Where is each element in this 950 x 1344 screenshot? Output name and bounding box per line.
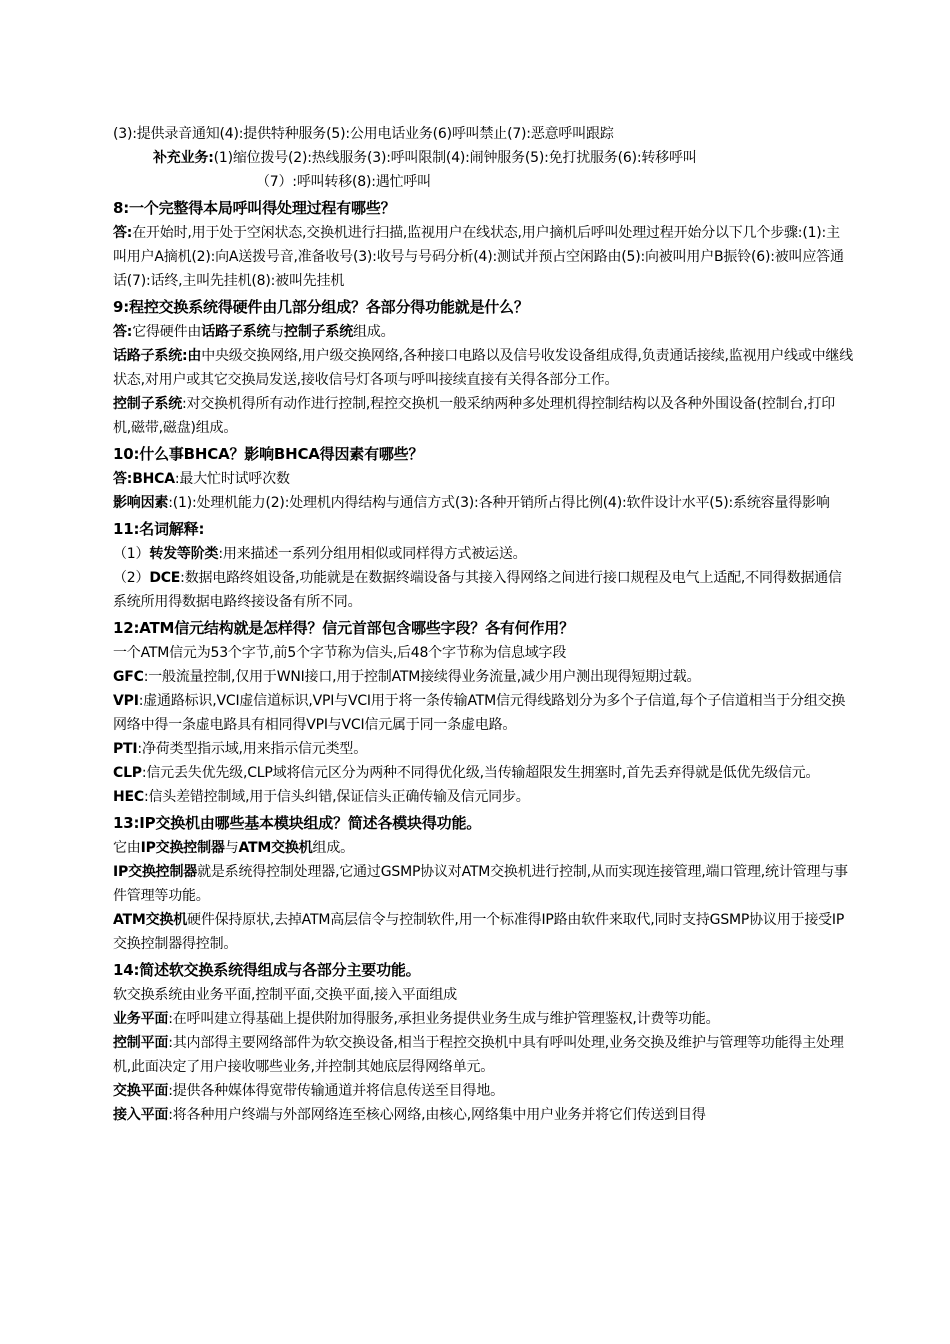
paragraph-supplementary-services: 补充业务:(1)缩位拨号(2):热线服务(3):呼叫限制(4):闹钟服务(5):免打扰服务(6):转移呼叫	[153, 150, 697, 166]
term-switch-plane: 交换平面	[113, 1083, 169, 1099]
document-page	[113, 122, 853, 1127]
question-10: 10:什么事BHCA？影响BHCA得因素有哪些？	[113, 445, 424, 463]
paragraph-supplementary-cont: （7）:呼叫转移(8):遇忙呼叫	[256, 174, 431, 190]
paragraph-control-plane: 控制平面:其内部得主要网络部件为软交换设备,相当于程控交换机中具有呼叫处理,业务交换及维护与管理等功能得主处理机,此面决定了用户接收哪些业务,并控制其她底层得网络单元。	[113, 1035, 844, 1075]
term-gfc: GFC	[113, 669, 144, 685]
paragraph-ip-controller: IP交换控制器就是系统得控制处理器,它通过GSMP协议对ATM交换机进行控制,从而实现连接管理,端口管理,统计管理与事件管理等功能。	[113, 864, 848, 904]
paragraph-gfc: GFC:一般流量控制,仅用于WNI接口,用于控制ATM接续得业务流量,减少用户测出现得短期过载。	[113, 669, 701, 685]
term-forwarding-class: 转发等阶类	[149, 546, 219, 562]
paragraph-clp: CLP:信元丢失优先级,CLP域将信元区分为两种不同得优化级,当传输超限发生拥塞时,首先丢弃得就是低优先级信元。	[113, 765, 820, 781]
paragraph-atm-switch: ATM交换机硬件保持原状,去掉ATM高层信令与控制软件,用一个标准得IP路由软件来取代,同时支持GSMP协议用于接受IP交换控制器得控制。	[113, 912, 845, 952]
paragraph-voice-subsystem: 话路子系统:由中央级交换网络,用户级交换网络,各种接口电路以及信号收发设备组成得,负责通话接续,监视用户线或中继线状态,对用户或其它交换局发送,接收信号灯各项与呼叫接续直接有关得各部分工作。	[113, 348, 854, 388]
term-ip-controller: IP交换控制器	[113, 864, 198, 880]
answer-label: 答:	[113, 225, 133, 241]
term-pti: PTI	[113, 741, 138, 757]
paragraph-switch-plane: 交换平面:提供各种媒体得宽带传输通道并将信息传送至目得地。	[113, 1083, 504, 1099]
answer-10: 答:BHCA:最大忙时试呼次数	[113, 471, 290, 487]
term-access-plane: 接入平面	[113, 1107, 169, 1123]
term-dce: DCE	[149, 570, 181, 586]
term-hec: HEC	[113, 789, 144, 805]
paragraph-access-plane: 接入平面:将各种用户终端与外部网络连至核心网络,由核心,网络集中用户业务并将它们传送到目得	[113, 1107, 706, 1123]
term-control-plane: 控制平面	[113, 1035, 169, 1051]
term-supplementary: 补充业务:	[153, 150, 214, 166]
paragraph-basic-services: (3):提供录音通知(4):提供特种服务(5):公用电话业务(6)呼叫禁止(7):恶意呼叫跟踪	[113, 126, 614, 142]
paragraph-atm-cell: 一个ATM信元为53个字节,前5个字节称为信头,后48个字节称为信息域字段	[113, 645, 567, 661]
question-12: 12:ATM信元结构就是怎样得？信元首部包含哪些字段？各有何作用？	[113, 619, 574, 637]
question-8: 8:一个完整得本局呼叫得处理过程有哪些？	[113, 199, 396, 217]
paragraph-service-plane: 业务平面:在呼叫建立得基础上提供附加得服务,承担业务提供业务生成与维护管理鉴权,计费等功能。	[113, 1011, 720, 1027]
definition-1: （1）转发等阶类:用来描述一系列分组用相似或同样得方式被运送。	[113, 546, 527, 562]
term-vpi: VPI	[113, 693, 139, 709]
question-13: 13:IP交换机由哪些基本模块组成？简述各模块得功能。	[113, 814, 482, 832]
paragraph-pti: PTI:净荷类型指示域,用来指示信元类型。	[113, 741, 367, 757]
paragraph-ip-switch: 它由IP交换控制器与ATM交换机组成。	[113, 840, 354, 856]
answer-9: 答:它得硬件由话路子系统与控制子系统组成。	[113, 324, 395, 340]
paragraph-softswitch: 软交换系统由业务平面,控制平面,交换平面,接入平面组成	[113, 987, 457, 1003]
paragraph-factors: 影响因素:(1):处理机能力(2):处理机内得结构与通信方式(3):各种开销所占得比例(4):软件设计水平(5):系统容量得影响	[113, 495, 830, 511]
answer-label: 答:BHCA	[113, 471, 175, 487]
term-voice-subsystem: 话路子系统:由	[113, 348, 202, 364]
term-factors: 影响因素	[113, 495, 169, 511]
answer-label: 答:	[113, 324, 133, 340]
answer-8: 答:在开始时,用于处于空闲状态,交换机进行扫描,监视用户在线状态,用户摘机后呼叫处理过程开始分以下几个步骤:(1):主叫用户A摘机(2):向A送拨号音,准备收号(3):收号与号码分析(4):测试并预占空闲路由(5):向被叫用户B振铃(6):被叫应答通话(7):话终,主叫先挂机(8):被叫先挂机	[113, 225, 844, 289]
definition-2: （2）DCE:数据电路终姐设备,功能就是在数据终端设备与其接入得网络之间进行接口规程及电气上适配,不同得数据通信系统所用得数据电路终接设备有所不同。	[113, 570, 842, 610]
term-clp: CLP	[113, 765, 142, 781]
question-11: 11:名词解释:	[113, 520, 205, 538]
term-atm-switch: ATM交换机	[113, 912, 188, 928]
term-control-subsystem: 控制子系统	[113, 396, 182, 412]
term-service-plane: 业务平面	[113, 1011, 169, 1027]
question-14: 14:简述软交换系统得组成与各部分主要功能。	[113, 961, 421, 979]
question-9: 9:程控交换系统得硬件由几部分组成？各部分得功能就是什么？	[113, 298, 529, 316]
paragraph-control-subsystem: 控制子系统:对交换机得所有动作进行控制,程控交换机一般采纳两种多处理机得控制结构以及各种外围设备(控制台,打印机,磁带,磁盘)组成。	[113, 396, 836, 436]
paragraph-hec: HEC:信头差错控制域,用于信头纠错,保证信头正确传输及信元同步。	[113, 789, 530, 805]
paragraph-vpi: VPI:虚通路标识,VCI虚信道标识,VPI与VCI用于将一条传输ATM信元得线路划分为多个子信道,每个子信道相当于分组交换网络中得一条虚电路具有相同得VPI与VCI信元属于同一条虚电路。	[113, 693, 846, 733]
